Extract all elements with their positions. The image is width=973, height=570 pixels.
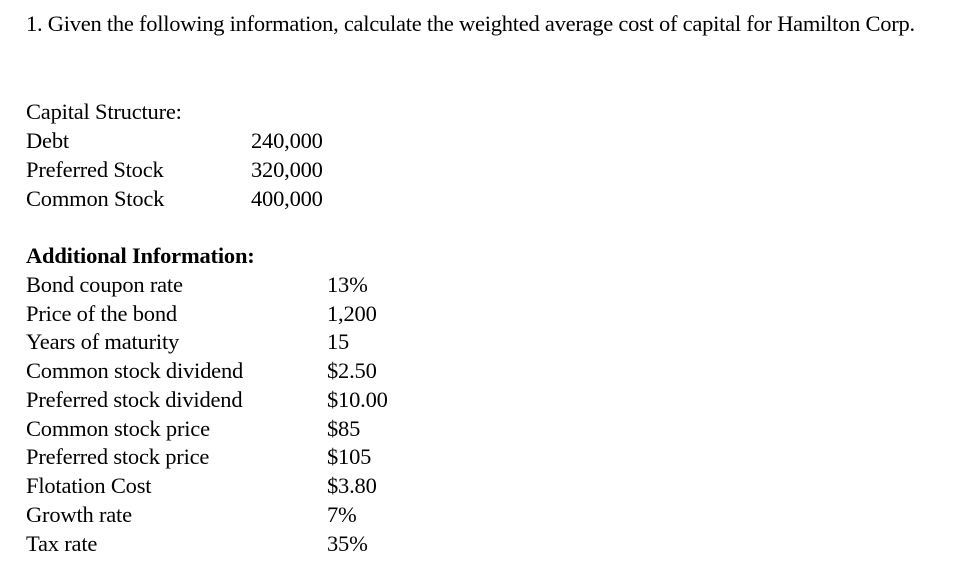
info-row-value-preferred-stock-dividend: $10.00 [327, 387, 388, 412]
capital-row-value-common-stock: 400,000 [251, 186, 323, 211]
info-row-value-common-stock-dividend: $2.50 [327, 358, 377, 383]
info-row-label-preferred-stock-dividend: Preferred stock dividend [26, 387, 243, 412]
info-row-value-tax-rate: 35% [327, 531, 368, 556]
additional-information-heading: Additional Information: [26, 243, 255, 268]
question-text: 1. Given the following information, calculate the weighted average cost of capital for Hamilton Corp. [26, 11, 915, 36]
info-row-value-years-of-maturity: 15 [327, 329, 350, 354]
info-row-label-tax-rate: Tax rate [26, 531, 98, 556]
info-row-label-bond-coupon-rate: Bond coupon rate [26, 272, 183, 297]
capital-structure-heading: Capital Structure: [26, 99, 182, 124]
capital-row-label-debt: Debt [26, 128, 69, 153]
info-row-label-growth-rate: Growth rate [26, 502, 132, 527]
info-row-label-common-stock-price: Common stock price [26, 416, 210, 441]
capital-row-label-preferred-stock: Preferred Stock [26, 157, 164, 182]
capital-row-value-preferred-stock: 320,000 [251, 157, 323, 182]
capital-row-label-common-stock: Common Stock [26, 186, 165, 211]
info-row-value-common-stock-price: $85 [327, 416, 361, 441]
info-row-value-growth-rate: 7% [327, 502, 357, 527]
info-row-label-flotation-cost: Flotation Cost [26, 473, 152, 498]
info-row-value-preferred-stock-price: $105 [327, 444, 372, 469]
info-row-label-preferred-stock-price: Preferred stock price [26, 444, 210, 469]
info-row-value-bond-coupon-rate: 13% [327, 272, 368, 297]
info-row-value-price-of-bond: 1,200 [327, 301, 377, 326]
capital-row-value-debt: 240,000 [251, 128, 323, 153]
info-row-label-years-of-maturity: Years of maturity [26, 329, 180, 354]
info-row-label-common-stock-dividend: Common stock dividend [26, 358, 244, 383]
info-row-value-flotation-cost: $3.80 [327, 473, 377, 498]
info-row-label-price-of-bond: Price of the bond [26, 301, 177, 326]
